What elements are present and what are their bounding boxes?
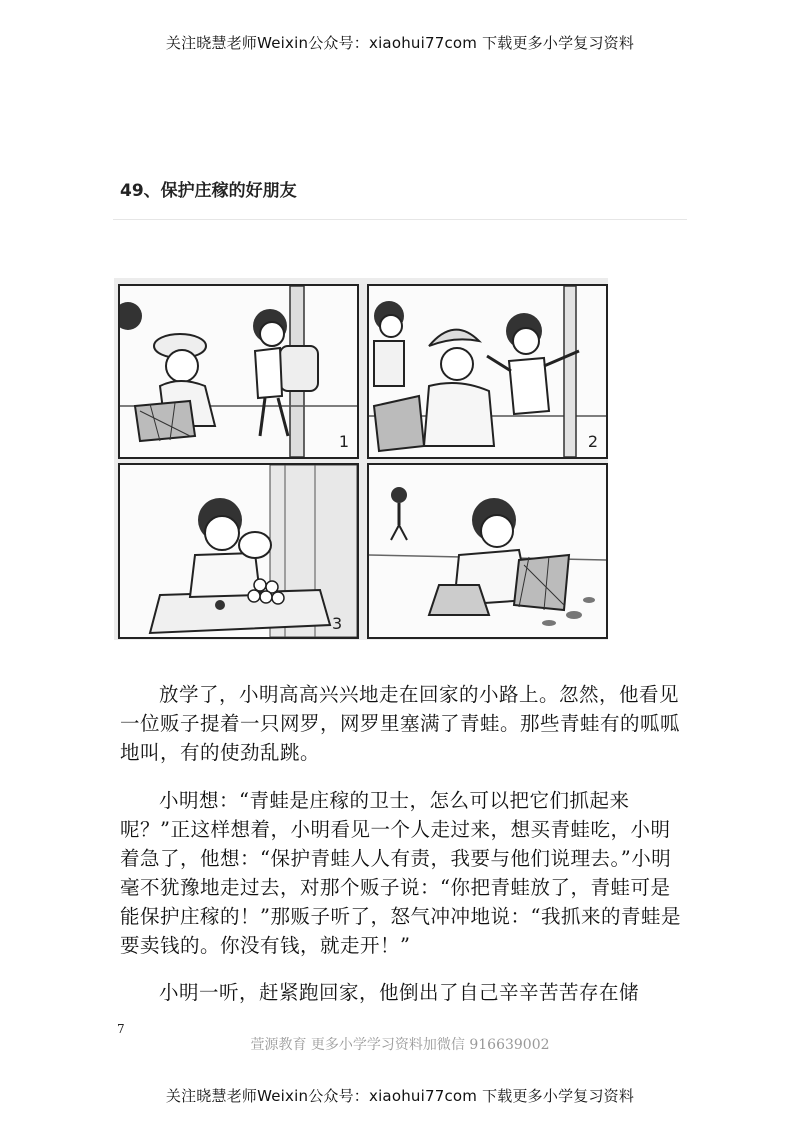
- story-paragraph-1: [120, 680, 690, 767]
- comic-panel-4: [367, 463, 608, 639]
- panel-number: 3: [332, 614, 343, 633]
- page-header: 关注晓慧老师Weixin公众号：xiaohui77com 下载更多小学复习资料: [165, 34, 635, 52]
- paragraph-text: 小明想：“青蛙是庄稼的卫士，怎么可以把它们抓起来呢？”正这样想着，小明看见一个人走过来，想买青蛙吃，小明着急了，他想：“保护青蛙人人有责，我要与他们说理去。”小明毫不犹豫地走过去，对那个贩子说：“你把青蛙放了，青蛙可是能保护庄稼的！”那贩子听了，怒气冲冲地说：“我抓来的青蛙是要卖钱的。你没有钱，就走开！”: [120, 789, 681, 957]
- paragraph-text: 小明一听，赶紧跑回家，他倒出了自己辛辛苦苦存在储: [159, 981, 640, 1004]
- story-title: 49、保护庄稼的好朋友: [120, 181, 297, 201]
- story-paragraph-2: [120, 786, 690, 960]
- comic-strip-illustration: [114, 278, 608, 640]
- comic-panel-3: [118, 463, 359, 639]
- comic-panel-1: [118, 284, 359, 459]
- page-footer: 关注晓慧老师Weixin公众号：xiaohui77com 下载更多小学复习资料: [165, 1087, 635, 1105]
- title-divider: [113, 219, 687, 220]
- watermark-text: 萱源教育 更多小学学习资料加微信 916639002: [250, 1037, 550, 1053]
- paragraph-text: 放学了，小明高高兴兴地走在回家的小路上。忽然，他看见一位贩子提着一只网罗，网罗里塞满了青蛙。那些青蛙有的呱呱地叫，有的使劲乱跳。: [120, 683, 681, 764]
- page-number: 7: [117, 1022, 125, 1036]
- panel-number: 1: [338, 432, 349, 451]
- story-paragraph-3: [120, 978, 690, 1007]
- panel-number: 2: [587, 432, 598, 451]
- comic-panel-2: [367, 284, 608, 459]
